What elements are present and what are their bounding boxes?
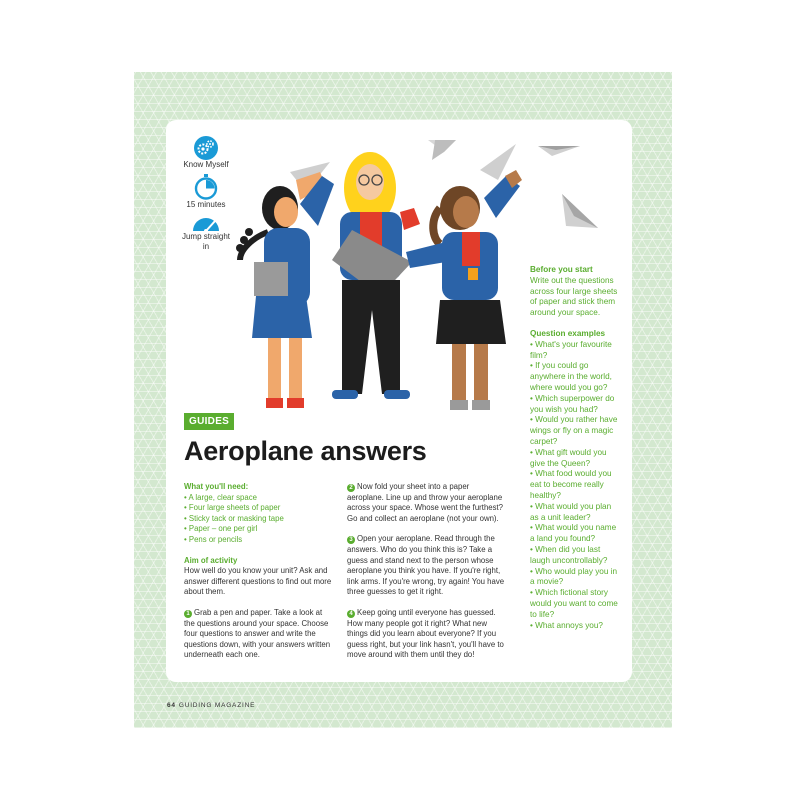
girl-left-figure [236,172,334,408]
needs-heading: What you'll need: [184,482,249,491]
question-item: • What would you plan as a unit leader? [530,501,612,522]
step-3 [347,534,507,598]
girl-right-figure [406,170,522,410]
duration-label: 15 minutes [186,200,226,209]
before-heading: Before you start [530,265,593,274]
paper-plane-icon [538,146,580,156]
question-item: • What gift would you give the Queen? [530,447,607,468]
left-column [184,482,334,661]
jump-in-badge [178,214,234,252]
question-item: • Which superpower do you wish you had? [530,393,615,414]
gears-icon [194,136,218,160]
paper-plane-icon [562,194,598,228]
stopwatch-icon [194,174,218,200]
step-4 [347,608,507,661]
know-myself-badge [178,136,234,170]
needs-item: • A large, clear space [184,492,257,502]
step-number-badge: 1 [184,610,192,618]
section-tag: GUIDES [184,413,234,430]
needs-item: • Paper – one per girl [184,524,258,534]
duration-badge [178,174,234,210]
needs-item: • Four large sheets of paper [184,503,281,513]
article-title: Aeroplane answers [184,436,427,466]
middle-column [347,482,507,661]
question-item: • What's your favourite film? [530,339,612,360]
question-item: • What would you name a land you found? [530,523,617,544]
question-item: • Which fictional story would you want to come to life? [530,588,618,619]
needs-item: • Pens or pencils [184,534,243,544]
step-text: Keep going until everyone has guessed. How many people got it right? What new things did you learn about everyone? If you guess right, but your link hasn't, you'll have to move around with them until they do! [347,607,504,660]
page-footer [167,702,255,709]
step-text: Grab a pen and paper. Take a look at the questions around your space. Choose four questions to answer and write the questions down, with your answers written underneath each one. [184,607,331,660]
woman-middle-figure [332,152,420,399]
step-number-badge: 4 [347,610,355,618]
before-text: Write out the questions across four large sheets of paper and stick them around your space. [530,275,618,318]
question-item: • What food would you eat to become really healthy? [530,469,612,500]
questions-heading: Question examples [530,328,606,338]
activity-info-icons [178,136,234,256]
step-text: Now fold your sheet into a paper aeroplane. Line up and throw your aeroplane across your space. Whose went the furthest? Go and collect an aeroplane (not your own). [347,482,504,523]
step-2 [347,482,507,524]
magazine-name: GUIDING MAGAZINE [178,702,256,709]
know-myself-label: Know Myself [183,160,229,169]
question-item: • When did you last laugh uncontrollably? [530,544,608,565]
page-number: 64 [167,702,176,709]
jump-in-label: Jump straight in [181,232,231,251]
question-item: • What annoys you? [530,620,603,630]
question-item: • If you could go anywhere in the world, where would you go? [530,361,612,392]
aim-heading: Aim of activity [184,555,238,565]
speed-gauge-icon [191,214,221,232]
step-text: Open your aeroplane. Read through the answers. Who do you think this is? Take a guess and stand next to the person whose aeroplane you think you have. If you're right, link arms. If you're wrong, try again! You have three guesses to get it right. [347,534,505,597]
paper-plane-icon [412,140,484,160]
step-number-badge: 2 [347,484,355,492]
step-number-badge: 3 [347,536,355,544]
question-item: • Would you rather have wings or fly on a magic carpet? [530,415,618,446]
question-item: • Who would play you in a movie? [530,566,618,587]
aim-text: How well do you know your unit? Ask and answer different questions to find out more about them. [184,566,332,597]
needs-item: • Sticky tack or masking tape [184,513,284,523]
right-column [530,265,620,631]
step-1 [184,608,334,661]
